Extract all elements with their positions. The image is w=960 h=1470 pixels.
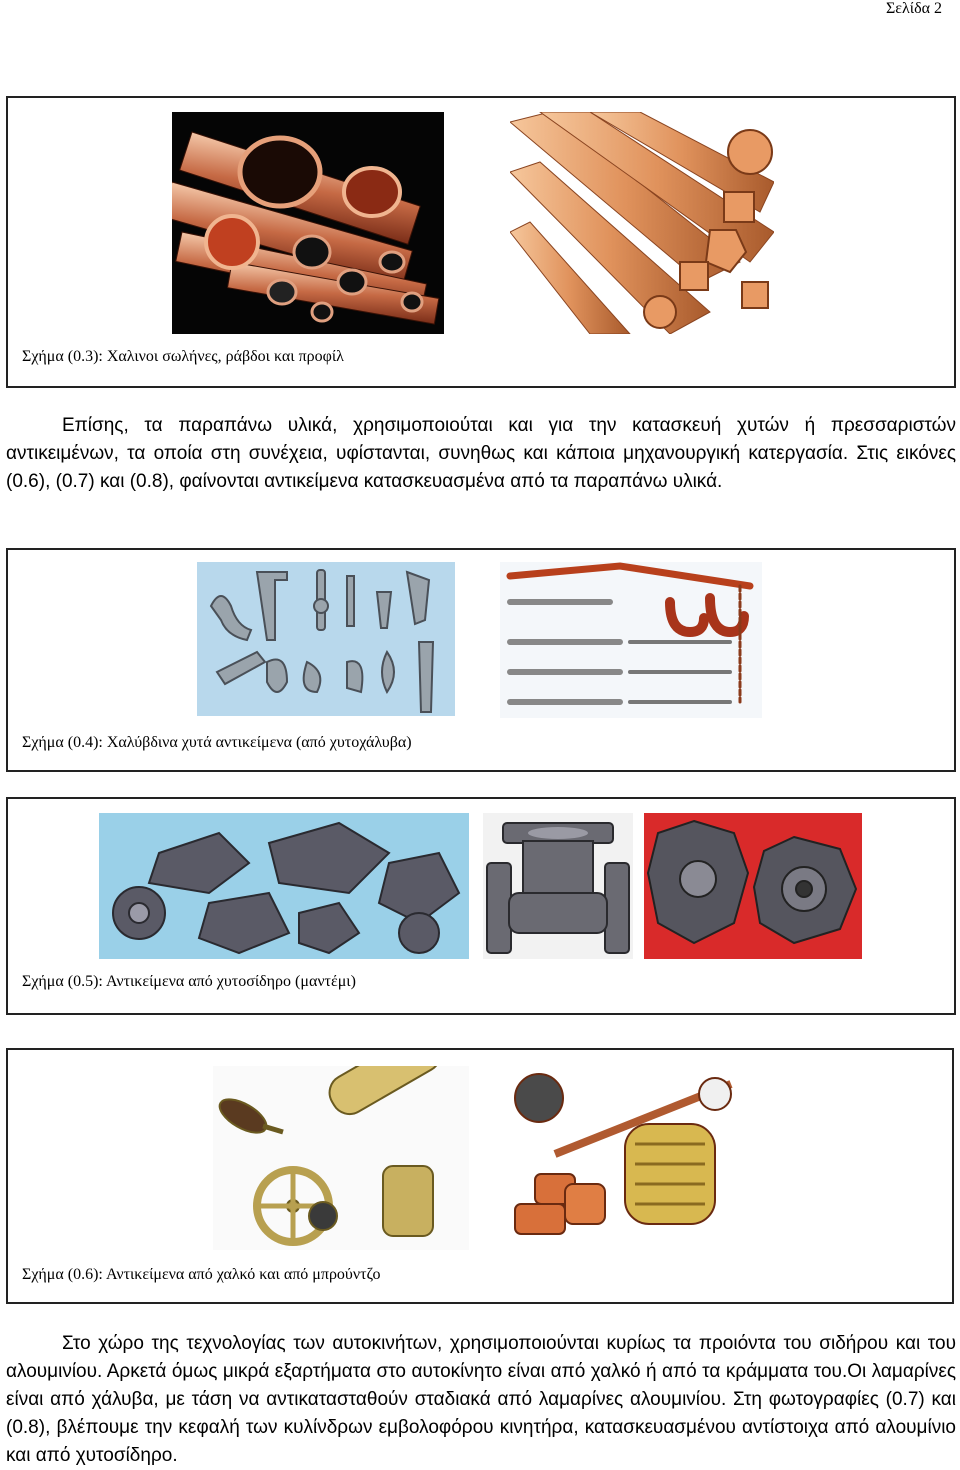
paragraph-2 — [6, 1330, 956, 1470]
paragraph-2-text: Στο χώρο της τεχνολογίας των αυτοκινήτων, χρησιμοποιούνται κυρίως τα προιόντα του σιδήρου και του αλουμινίου. Αρκετά όμως μικρά εξαρτήματα στο αυτοκίνητο είναι από χαλκό ή από τα κράμματα του.Οι λαμαρίνες είναι από χάλυβα, με τάση να αντικατασταθούν σταδιακά από λαμαρίνες αλουμινίου. Στη φωτογραφίες (0.7) και (0.8), βλέπουμε την κεφαλή των κυλίνδρων εμβολοφόρου κινητήρα, κατασκευασμένου αντίστοιχα από αλουμίνιο και από χυτοσίδηρο. — [6, 1333, 956, 1466]
bronze-parts-photo — [213, 1066, 469, 1250]
figure-caption-0-4: Σχήμα (0.4): Χαλύβδινα χυτά αντικείμενα (από χυτοχάλυβα) — [22, 734, 412, 751]
copper-bars-photo — [510, 112, 774, 334]
cast-iron-red-bg-photo — [644, 813, 862, 959]
cast-iron-covers-photo — [99, 813, 469, 959]
figure-frame-copper — [6, 96, 956, 388]
figure-caption-0-6: Σχήμα (0.6): Αντικείμενα από χαλκό και από μπρούντζο — [22, 1266, 381, 1283]
figure-caption-0-5: Σχήμα (0.5): Αντικείμενα από χυτοσίδηρο (μαντέμι) — [22, 973, 356, 990]
steel-castings-photo — [197, 562, 455, 716]
steel-hooks-photo — [500, 562, 762, 718]
cast-iron-valve-photo — [483, 813, 633, 959]
figure-caption-0-3: Σχήμα (0.3): Χαλινοι σωλήνες, ράβδοι και προφίλ — [22, 348, 344, 365]
paragraph-1-text: Επίσης, τα παραπάνω υλικά, χρησιμοποιούται και για την κατασκευή χυτών ή πρεσσαριστών αντικειμένων, τα οποία στη συνέχεια, υφίστανται, συνηθως και κάποια μηχανουργική κατεργασία. Στις εικόνες (0.6), (0.7) και (0.8), φαίνονται αντικείμενα κατασκευασμένα από τα παραπάνω υλικά. — [6, 415, 956, 492]
paragraph-1 — [6, 412, 956, 496]
copper-fittings-photo — [495, 1064, 739, 1250]
page-number: Σελίδα 2 — [885, 0, 942, 17]
copper-pipes-photo — [172, 112, 444, 334]
